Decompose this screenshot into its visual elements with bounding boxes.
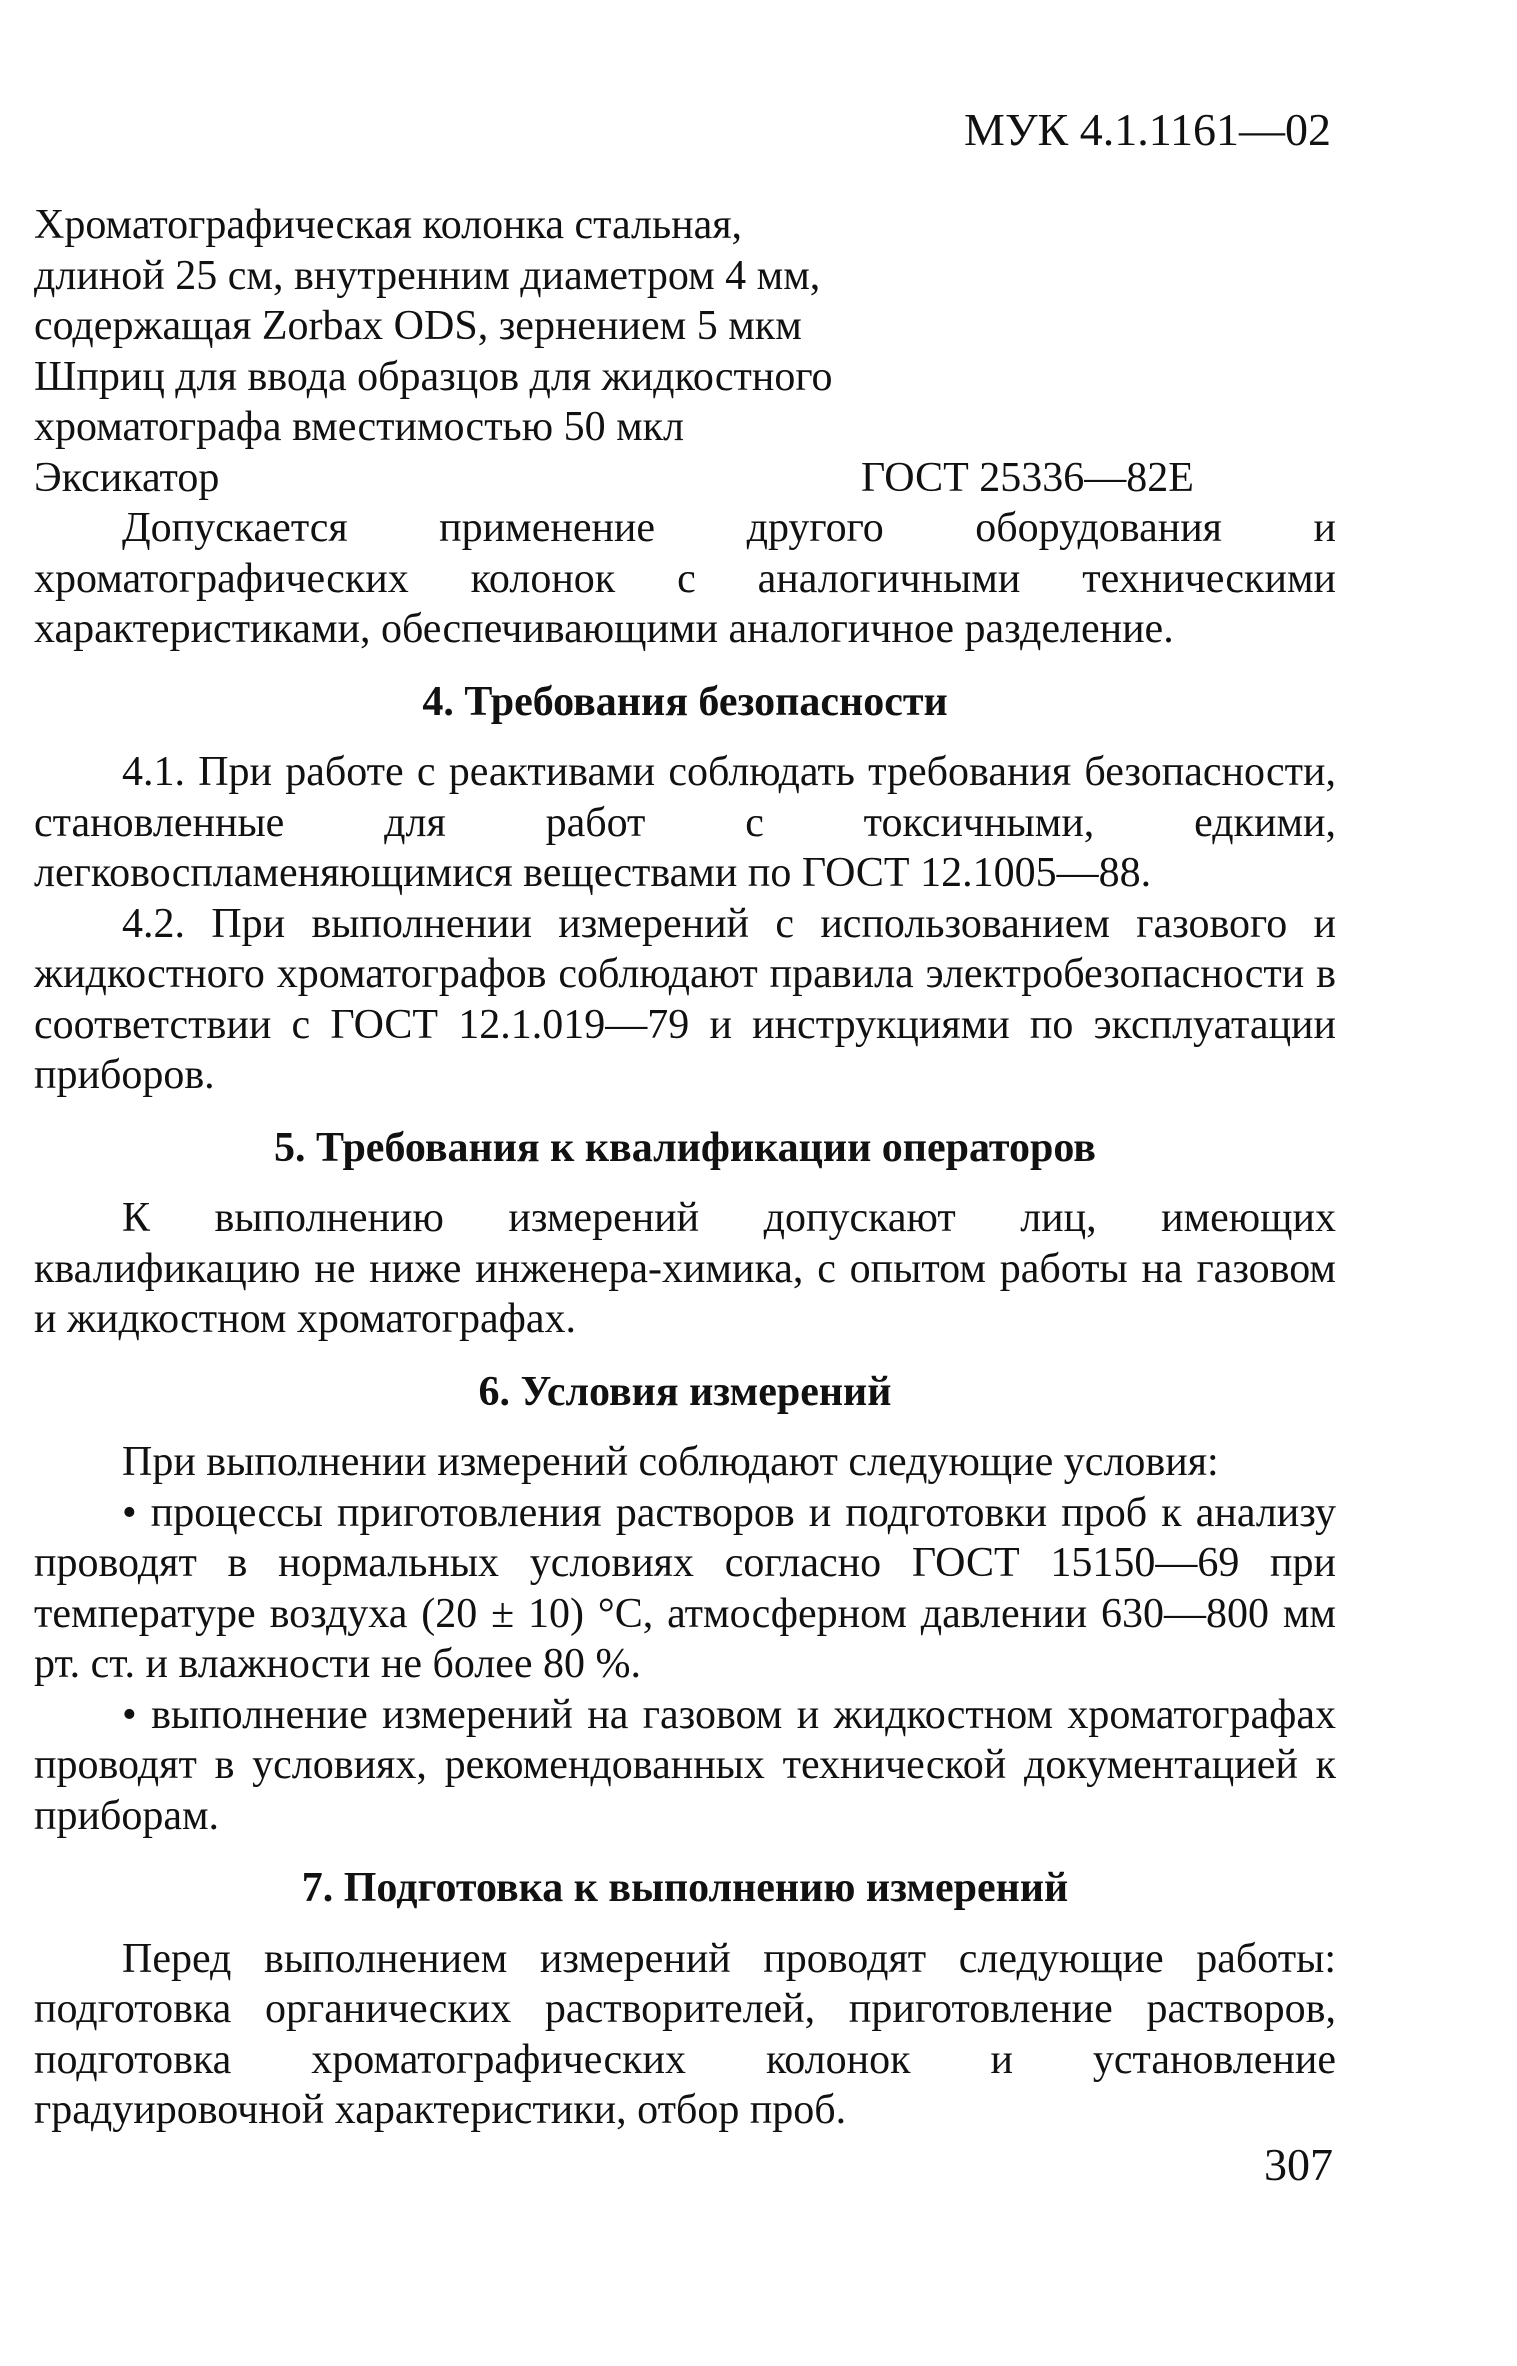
section-7-paragraph: Перед выполнением измерений проводят следующие работы: подготовка органических растворителей, приготовление растворов, подготовка хроматографических колонок и установление градуировочной характеристики, отбор проб. bbox=[34, 1935, 1336, 2133]
section-4-title: 4. Требования безопасности bbox=[422, 678, 948, 725]
desiccator-label: Эксикатор bbox=[34, 454, 220, 501]
page-content bbox=[34, 200, 1336, 2136]
section-6-bullet: • выполнение измерений на газовом и жидкостном хроматографах проводят в условиях, рекомендованных технической документацией к приборам. bbox=[34, 1691, 1336, 1839]
section-6-title: 6. Условия измерений bbox=[478, 1368, 892, 1415]
section-6-bullet: • процессы приготовления растворов и подготовки проб к анализу проводят в нормальных условиях согласно ГОСТ 15150—69 при температуре воздуха (20 ± 10) °С, атмосферном давлении 630—800 мм рт. ст. и влажности не более 80 %. bbox=[34, 1489, 1336, 1687]
section-4-paragraph: 4.2. При выполнении измерений с использованием газового и жидкостного хроматографов соблюдают правила электробезопасности в соответствии с ГОСТ 12.1.019—79 и инструкциями по эксплуатации приборов. bbox=[34, 900, 1336, 1098]
page-number: 307 bbox=[1264, 2139, 1333, 2190]
equipment-row-desiccator bbox=[34, 453, 1336, 504]
equipment-line: длиной 25 см, внутренним диаметром 4 мм, bbox=[34, 252, 821, 299]
equipment-note: Допускается применение другого оборудования и хроматографических колонок с аналогичными техническими характеристиками, обеспечивающими аналогичное разделение. bbox=[34, 505, 1336, 652]
section-5-title: 5. Требования к квалификации операторов bbox=[274, 1124, 1096, 1171]
section-4-paragraph: 4.1. При работе с реактивами соблюдать требования безопасности, становленные для работ с токсичными, едкими, легковоспламеняющимися веществами по ГОСТ 12.1005—88. bbox=[34, 749, 1336, 896]
equipment-line: хроматографа вместимостью 50 мкл bbox=[34, 404, 685, 450]
equipment-line: содержащая Zorbax ODS, зернением 5 мкм bbox=[34, 303, 802, 349]
section-6-paragraph: При выполнении измерений соблюдают следующие условия: bbox=[122, 1439, 1219, 1485]
document-code-header: МУК 4.1.1161—02 bbox=[964, 104, 1331, 155]
desiccator-gost: ГОСТ 25336—82Е bbox=[861, 454, 1194, 501]
section-5-paragraph: К выполнению измерений допускают лиц, имеющих квалификацию не ниже инженера-химика, с опытом работы на газовом и жидкостном хроматографах. bbox=[34, 1195, 1336, 1342]
section-7-title: 7. Подготовка к выполнению измерений bbox=[301, 1865, 1069, 1911]
equipment-line: Шприц для ввода образцов для жидкостного bbox=[34, 353, 833, 400]
equipment-line: Хроматографическая колонка стальная, bbox=[34, 202, 743, 248]
